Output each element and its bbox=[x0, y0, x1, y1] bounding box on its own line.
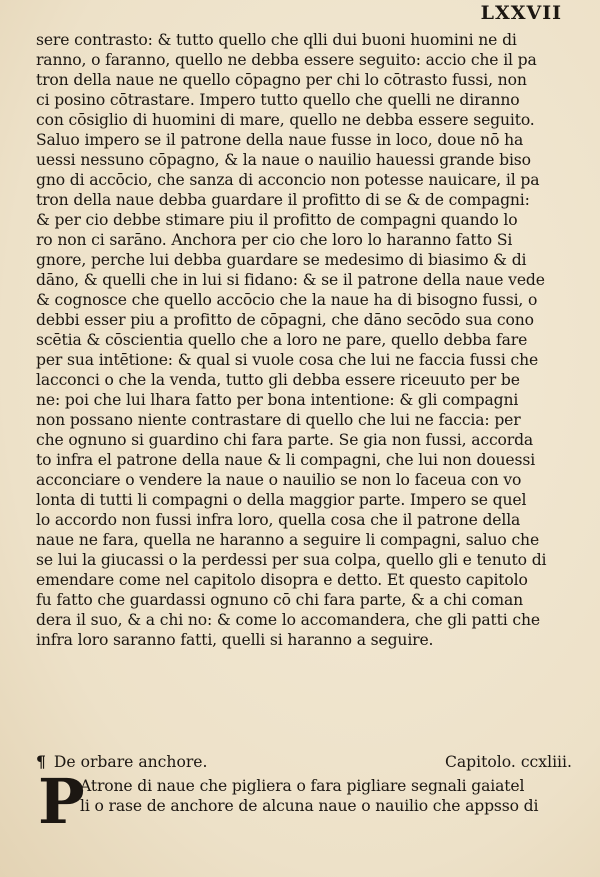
text-line: sere contrasto: & tutto quello che qlli dui buoni huomini ne di bbox=[36, 31, 517, 49]
text-line: non possano niente contrastare di quello che lui ne faccia: per bbox=[36, 411, 521, 429]
body-text bbox=[36, 30, 572, 650]
text-line: che ognuno si guardino chi fara parte. Se gia non fussi, accorda bbox=[36, 431, 534, 449]
text-line: Saluo impero se il patrone della naue fusse in loco, doue nō ha bbox=[36, 131, 524, 149]
text-line: & per cio debbe stimare piu il profitto de compagni quando lo bbox=[36, 211, 518, 229]
folio-number: LXXVII bbox=[480, 2, 562, 24]
text-line: tron della naue debba guardare il profitto di se & de compagni: bbox=[36, 191, 530, 209]
text-line: gno di accōcio, che sanza di acconcio non potesse nauicare, il pa bbox=[36, 171, 540, 189]
text-line: dera il suo, & a chi no: & come lo accomandera, che gli patti che bbox=[36, 611, 540, 629]
chapter-number: Capitolo. ccxliii. bbox=[444, 753, 572, 771]
drop-cap-initial: P bbox=[38, 765, 85, 838]
text-line: con cōsiglio di huomini di mare, quello ne debba essere seguito. bbox=[36, 111, 535, 129]
text-line: ne: poi che lui lhara fatto per bona intentione: & gli compagni bbox=[36, 391, 519, 409]
text-line: infra loro saranno fatti, quelli si haranno a seguire. bbox=[36, 631, 434, 649]
text-line: ranno, o faranno, quello ne debba essere seguito: accio che il pa bbox=[36, 51, 537, 69]
text-line: lacconci o che la venda, tutto gli debba essere riceuuto per be bbox=[36, 371, 520, 389]
pilcrow-icon: ¶ bbox=[36, 752, 46, 771]
text-line: fu fatto che guardassi ognuno cō chi fara parte, & a chi coman bbox=[36, 591, 524, 609]
text-line: se lui la giucassi o la perdessi per sua colpa, quello gli e tenuto di bbox=[36, 551, 547, 569]
text-line: ci posino cōtrastare. Impero tutto quello che quelli ne diranno bbox=[36, 91, 520, 109]
text-line: lo accordo non fussi infra loro, quella cosa che il patrone della bbox=[36, 511, 521, 529]
text-line: to infra el patrone della naue & li compagni, che lui non douessi bbox=[36, 451, 536, 469]
chapter-heading bbox=[36, 752, 572, 772]
text-line: dāno, & quelli che in lui si fidano: & se il patrone della naue vede bbox=[36, 271, 545, 289]
text-line: Atrone di naue che pigliera o fara pigliare segnali gaiatel bbox=[80, 777, 525, 795]
text-line: ro non ci sarāno. Anchora per cio che loro lo haranno fatto Si bbox=[36, 231, 513, 249]
text-line: gnore, perche lui debba guardare se medesimo di biasimo & di bbox=[36, 251, 527, 269]
chapter-title: De orbare anchore. bbox=[53, 753, 208, 771]
text-line: per sua intētione: & qual si vuole cosa che lui ne faccia fussi che bbox=[36, 351, 539, 369]
text-line: debbi esser piu a profitto de cōpagni, che dāno secōdo sua cono bbox=[36, 311, 534, 329]
text-line: li o rase de anchore de alcuna naue o nauilio che appsso di bbox=[80, 797, 539, 815]
text-line: tron della naue ne quello cōpagno per chi lo cōtrasto fussi, non bbox=[36, 71, 527, 89]
text-line: lonta di tutti li compagni o della maggior parte. Impero se quel bbox=[36, 491, 527, 509]
text-line: scētia & cōscientia quello che a loro ne pare, quello debba fare bbox=[36, 331, 528, 349]
text-line: acconciare o vendere la naue o nauilio se non lo faceua con vo bbox=[36, 471, 522, 489]
chapter-body bbox=[80, 776, 572, 816]
text-line: uessi nessuno cōpagno, & la naue o nauilio hauessi grande biso bbox=[36, 151, 531, 169]
text-line: emendare come nel capitolo disopra e detto. Et questo capitolo bbox=[36, 571, 528, 589]
text-line: naue ne fara, quella ne haranno a seguire li compagni, saluo che bbox=[36, 531, 540, 549]
text-line: & cognosce che quello accōcio che la naue ha di bisogno fussi, o bbox=[36, 291, 538, 309]
